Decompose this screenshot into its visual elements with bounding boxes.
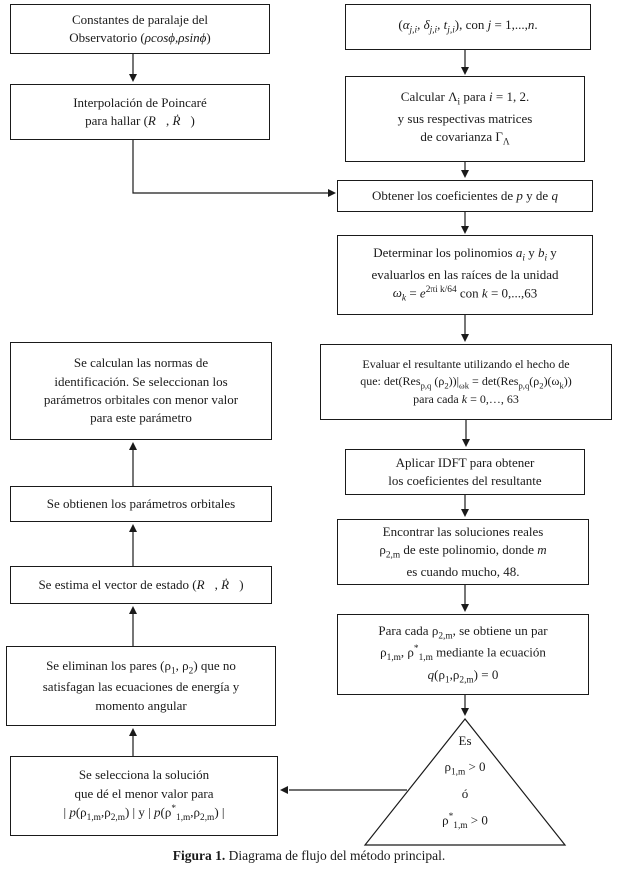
text-line: $q(\rho_1,\rho_{2,m}) = 0$ bbox=[427, 666, 499, 686]
arrowhead-left-icon bbox=[280, 786, 288, 794]
text-line: ó bbox=[461, 786, 469, 802]
node-obtener-coeficientes bbox=[337, 180, 593, 212]
arrowhead-down-icon bbox=[461, 226, 469, 234]
text-line: identificación. Se seleccionan los bbox=[54, 373, 228, 389]
text-line: que: det(Res$_{p,q}$ $(\rho_2))|_{\omega k} = \det(Res_{p,q}(\rho_2)(\omega_k))$ bbox=[360, 373, 572, 391]
text-line: $\rho_{2,m}$ de este polinomio, donde m bbox=[379, 542, 547, 561]
text-line: $\omega_k = e^{2\pi i k/64}$ con k = 0,...,63 bbox=[392, 285, 538, 304]
text-line: Se estima el vector de estado (R⃗, Ṙ⃗) bbox=[38, 576, 244, 592]
text-line: de covarianza $\Gamma_\Lambda$ bbox=[420, 129, 510, 148]
text-line: Calcular $\Lambda_i$ para i = 1, 2. bbox=[400, 88, 530, 108]
node-calcular-lambda bbox=[345, 76, 585, 162]
node-eliminar-pares bbox=[6, 646, 276, 726]
arrowhead-down-icon bbox=[129, 74, 137, 82]
text-line: y sus respectivas matrices bbox=[397, 110, 533, 126]
text-line: $\rho^*_{1,m} > 0$ bbox=[442, 811, 488, 831]
text-line: Encontrar las soluciones reales bbox=[382, 523, 544, 539]
text-line: Determinar los polinomios $a_i$ y $b_i$ y bbox=[373, 244, 557, 264]
text-line: $\rho_{1,m} > 0$ bbox=[444, 758, 486, 778]
text-line: Se calculan las normas de bbox=[73, 355, 209, 371]
node-seleccionar-solucion bbox=[10, 756, 278, 836]
node-determinar-polinomios bbox=[337, 235, 593, 315]
decision-triangle-text bbox=[383, 724, 547, 840]
text-line: Evaluar el resultante utilizando el hecho de bbox=[362, 356, 570, 371]
text-line: Es bbox=[458, 733, 472, 749]
text-line: Para cada $\rho_{2,m}$, se obtiene un par bbox=[378, 622, 548, 642]
text-line: Obtener los coeficientes de p y de q bbox=[372, 187, 558, 203]
text-line: | $p(\rho_{1,m},\rho_{2,m})$ | y | $p(\rho^*_{1,m},\rho_{2,m})$ | bbox=[63, 804, 225, 824]
figure-caption bbox=[0, 848, 618, 864]
arrowhead-up-icon bbox=[129, 728, 137, 736]
caption-label: Figura 1. bbox=[172, 848, 226, 863]
text-line: para hallar (R⃗, Ṙ⃗) bbox=[85, 113, 195, 128]
arrowhead-down-icon bbox=[462, 439, 470, 447]
text-line: Se eliminan los pares ($\rho_1$, $\rho_2$) que no bbox=[46, 657, 236, 677]
text-line: los coeficientes del resultante bbox=[388, 473, 542, 488]
text-line: Se obtienen los parámetros orbitales bbox=[46, 495, 236, 511]
text-line: Se selecciona la solución bbox=[78, 767, 210, 783]
text-line: Constantes de paralaje del bbox=[71, 11, 209, 27]
text-line: satisfagan las ecuaciones de energía y bbox=[42, 679, 240, 695]
text-line: parámetros orbitales con menor valor bbox=[43, 392, 239, 407]
text-line: $\rho_{1,m}$, $\rho^*_{1,m}$ mediante la ecuación bbox=[380, 644, 546, 664]
text-line: para cada k = 0,…, 63 bbox=[413, 392, 519, 407]
node-normas-identificacion bbox=[10, 342, 272, 440]
node-aplicar-idft bbox=[345, 449, 585, 495]
text-line: momento angular bbox=[95, 697, 187, 713]
text-line: para este parámetro bbox=[90, 410, 192, 426]
text-line: Observatorio (ρcosϕ,ρsinϕ) bbox=[69, 30, 211, 45]
node-vector-estado bbox=[10, 566, 272, 604]
arrow-interpolacion-to-obtener bbox=[133, 140, 328, 193]
arrowhead-right-icon bbox=[328, 189, 336, 197]
node-encontrar-soluciones bbox=[337, 519, 589, 585]
arrowhead-down-icon bbox=[461, 708, 469, 716]
node-interpolacion-poincare bbox=[10, 84, 270, 140]
arrowhead-up-icon bbox=[129, 524, 137, 532]
arrowhead-down-icon bbox=[461, 170, 469, 178]
arrowhead-down-icon bbox=[461, 509, 469, 517]
node-observaciones bbox=[345, 4, 591, 50]
node-parametros-orbitales bbox=[10, 486, 272, 522]
arrowhead-down-icon bbox=[461, 604, 469, 612]
arrowhead-up-icon bbox=[129, 606, 137, 614]
caption-text: Diagrama de flujo del método principal. bbox=[225, 848, 446, 863]
arrowhead-down-icon bbox=[461, 67, 469, 75]
node-para-cada-rho bbox=[337, 614, 589, 695]
text-line: que dé el menor valor para bbox=[74, 785, 214, 801]
node-constantes-paralaje bbox=[10, 4, 270, 54]
text-line: evaluarlos en las raíces de la unidad bbox=[371, 266, 559, 282]
text-line: ($\alpha_{j,i}$, $\delta_{j,i}$, $t_{j,i}$), con j = 1,...,n. bbox=[398, 17, 538, 36]
node-evaluar-resultante bbox=[320, 344, 612, 420]
arrowhead-down-icon bbox=[461, 334, 469, 342]
text-line: Interpolación de Poincaré bbox=[73, 94, 207, 110]
arrowhead-up-icon bbox=[129, 442, 137, 450]
text-line: es cuando mucho, 48. bbox=[406, 563, 520, 579]
text-line: Aplicar IDFT para obtener bbox=[395, 454, 535, 470]
